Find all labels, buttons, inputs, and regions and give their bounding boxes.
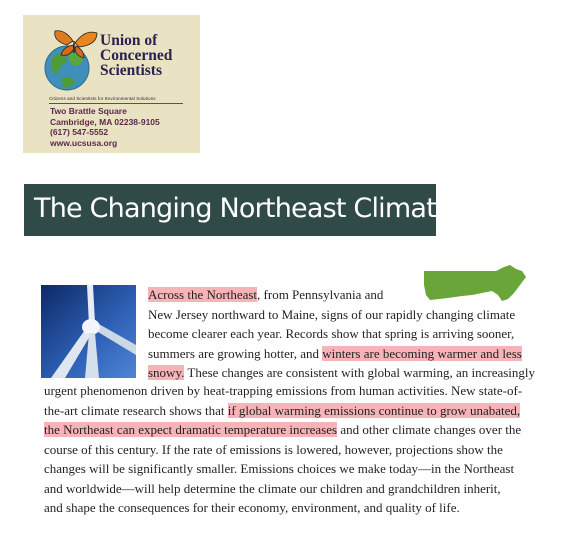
body-line-4-pre: summers are growing hotter, and xyxy=(148,345,323,361)
address-street: Two Brattle Square xyxy=(50,106,127,116)
body-line-7 xyxy=(44,401,554,421)
intro-paragraph-top xyxy=(148,285,553,383)
body-line-10: changes will be significantly smaller. Emissions choices we make today—in the Northeast xyxy=(44,461,515,476)
intro-paragraph-bottom xyxy=(44,381,554,518)
body-line-5-rest: These changes are consistent with global warming, an increasingly xyxy=(184,365,536,380)
body-line-11: and worldwide—will help determine the climate our children and grandchildren inherit, xyxy=(44,480,501,496)
address-website[interactable]: www.ucsusa.org xyxy=(50,137,118,148)
highlight-temperature-increases: the Northeast can expect dramatic temperature increases xyxy=(44,422,338,437)
highlight-across-northeast: Across the Northeast xyxy=(148,287,258,302)
highlight-winters-warmer: winters are becoming warmer and less xyxy=(322,345,522,361)
ucs-logo-block xyxy=(23,15,200,153)
body-line-8-rest: and other climate changes over the xyxy=(337,422,522,437)
logo-divider xyxy=(49,103,183,104)
body-line-5 xyxy=(148,363,553,383)
org-name-line1: Union of xyxy=(100,32,158,49)
address-city: Cambridge, MA 02238-9105 xyxy=(50,116,160,127)
body-line-1 xyxy=(148,285,553,305)
title-banner xyxy=(24,184,452,236)
wind-turbine-photo xyxy=(41,285,136,378)
body-line-2: New Jersey northward to Maine, signs of our rapidly changing climate xyxy=(148,306,516,322)
org-address xyxy=(50,106,160,148)
org-name-line2: Concerned xyxy=(100,47,173,64)
body-line-4 xyxy=(148,344,553,364)
globe-butterfly-logo-icon xyxy=(37,23,101,93)
body-line-9: course of this century. If the rate of emissions is lowered, however, projections show the xyxy=(44,441,503,457)
body-line-1-rest: , from Pennsylvania and xyxy=(257,287,384,302)
body-line-12: and shape the consequences for their economy, environment, and quality of life. xyxy=(44,500,460,515)
org-tagline: Citizens and Scientists for Environmental Solutions xyxy=(49,96,156,101)
body-line-8 xyxy=(44,420,554,440)
org-name-line3: Scientists xyxy=(100,62,162,79)
body-line-3: become clearer each year. Records show that spring is arriving sooner, xyxy=(148,326,515,341)
page-title: The Changing Northeast Climate xyxy=(34,193,452,224)
address-phone: (617) 547-5552 xyxy=(50,127,109,137)
body-line-7-pre: the-art climate research shows that xyxy=(44,402,228,418)
highlight-snowy: snowy. xyxy=(148,365,185,380)
body-line-6: urgent phenomenon driven by heat-trapping emissions from human activities. New state-of- xyxy=(44,383,523,398)
highlight-emissions-unabated: if global warming emissions continue to grow unabated, xyxy=(227,402,521,418)
org-name xyxy=(100,33,196,78)
